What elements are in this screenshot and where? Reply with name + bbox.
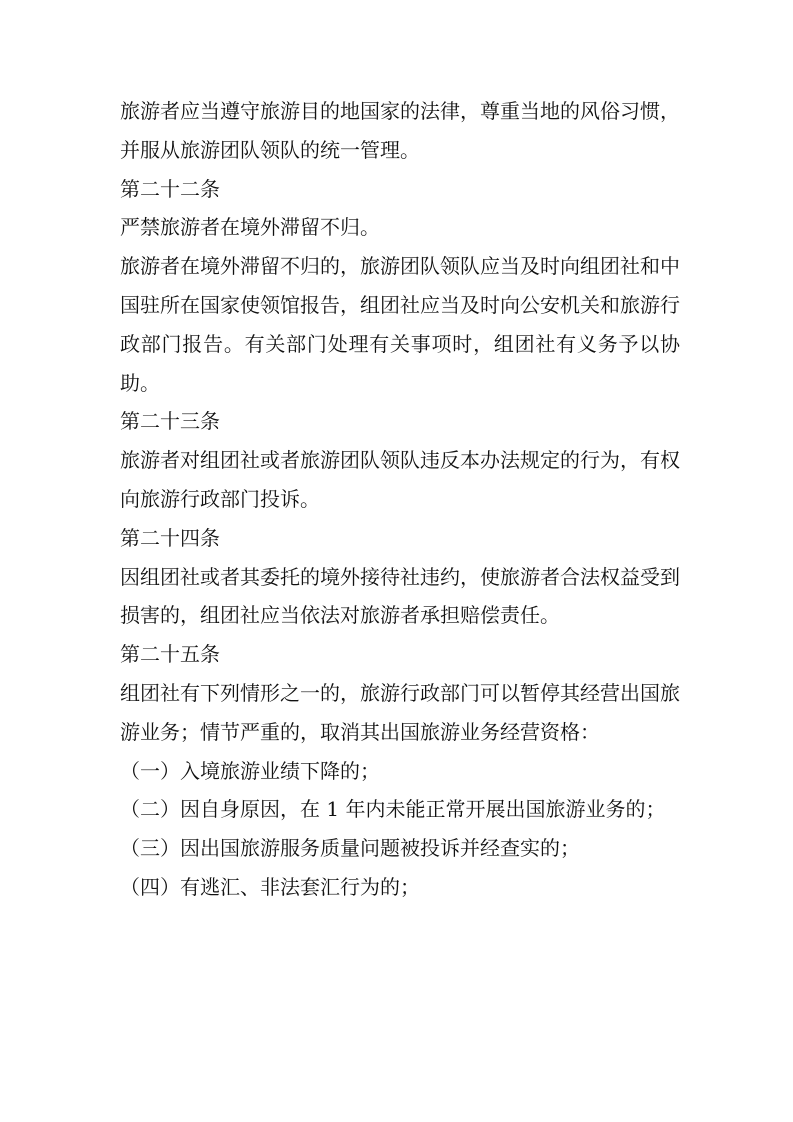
list-item-3: （三）因出国旅游服务质量问题被投诉并经查实的； [120, 836, 580, 861]
paragraph-complaint-right: 旅游者对组团社或者旅游团队领队违反本办法规定的行为，有权向旅游行政部门投诉。 [120, 448, 680, 511]
paragraph-compensation: 因组团社或者其委托的境外接待社违约，使旅游者合法权益受到损害的，组团社应当依法对旅游者承担赔偿责任。 [120, 564, 680, 628]
paragraph-overstay-report: 旅游者在境外滞留不归的，旅游团队领队应当及时向组团社和中国驻所在国家使领馆报告，组团社应当及时向公安机关和旅游行政部门报告。有关部门处理有关事项时，组团社有义务予以协助。 [120, 254, 680, 395]
list-item-2: （二）因自身原因，在 1 年内未能正常开展出国旅游业务的； [120, 797, 666, 822]
paragraph-suspension-conditions: 组团社有下列情形之一的，旅游行政部门可以暂停其经营出国旅游业务；情节严重的，取消其出国旅游业务经营资格： [120, 680, 680, 744]
paragraph-no-overstay: 严禁旅游者在境外滞留不归。 [120, 215, 380, 240]
document-body [120, 92, 680, 907]
article-heading-23: 第二十三条 [120, 409, 220, 434]
list-item-4: （四）有逃汇、非法套汇行为的； [120, 874, 420, 899]
article-heading-25: 第二十五条 [120, 642, 220, 667]
list-item-1: （一）入境旅游业绩下降的； [120, 758, 380, 783]
paragraph-tourist-obligation: 旅游者应当遵守旅游目的地国家的法律，尊重当地的风俗习惯，并服从旅游团队领队的统一管理。 [120, 99, 680, 162]
article-heading-22: 第二十二条 [120, 176, 220, 201]
article-heading-24: 第二十四条 [120, 525, 220, 550]
